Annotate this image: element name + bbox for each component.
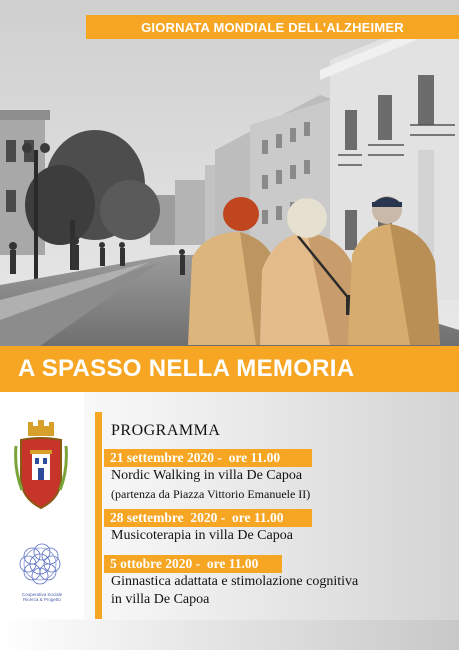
- cooperative-name: [12, 592, 72, 602]
- poster-title: A SPASSO NELLA MEMORIA: [0, 346, 459, 392]
- cooperative-logo-icon: [14, 534, 70, 596]
- event-title-2: Musicoterapia in villa De Capoa: [111, 528, 293, 543]
- event-note-1: (partenza da Piazza Vittorio Emanuele II): [111, 487, 311, 501]
- footer-bar: [0, 620, 459, 650]
- event-date-3: 5 ottobre 2020 - ore 11.00: [104, 555, 282, 573]
- event-title-1: Nordic Walking in villa De Capoa: [111, 468, 303, 483]
- city-crest-logo: [14, 420, 68, 512]
- event-location-3: in villa De Capoa: [111, 592, 210, 607]
- cooperative-name-line-1: Cooperativa Sociale: [21, 592, 63, 597]
- event-banner: GIORNATA MONDIALE DELL'ALZHEIMER: [86, 15, 459, 39]
- accent-bar: [95, 412, 102, 619]
- event-date-2: 28 settembre 2020 - ore 11.00: [104, 509, 312, 527]
- cooperative-name-line-2: Ricerca & Progetto: [23, 597, 61, 602]
- program-heading: PROGRAMMA: [111, 422, 221, 439]
- event-date-1: 21 settembre 2020 - ore 11.00: [104, 449, 312, 467]
- event-title-3: Ginnastica adattata e stimolazione cognitiva: [111, 574, 359, 589]
